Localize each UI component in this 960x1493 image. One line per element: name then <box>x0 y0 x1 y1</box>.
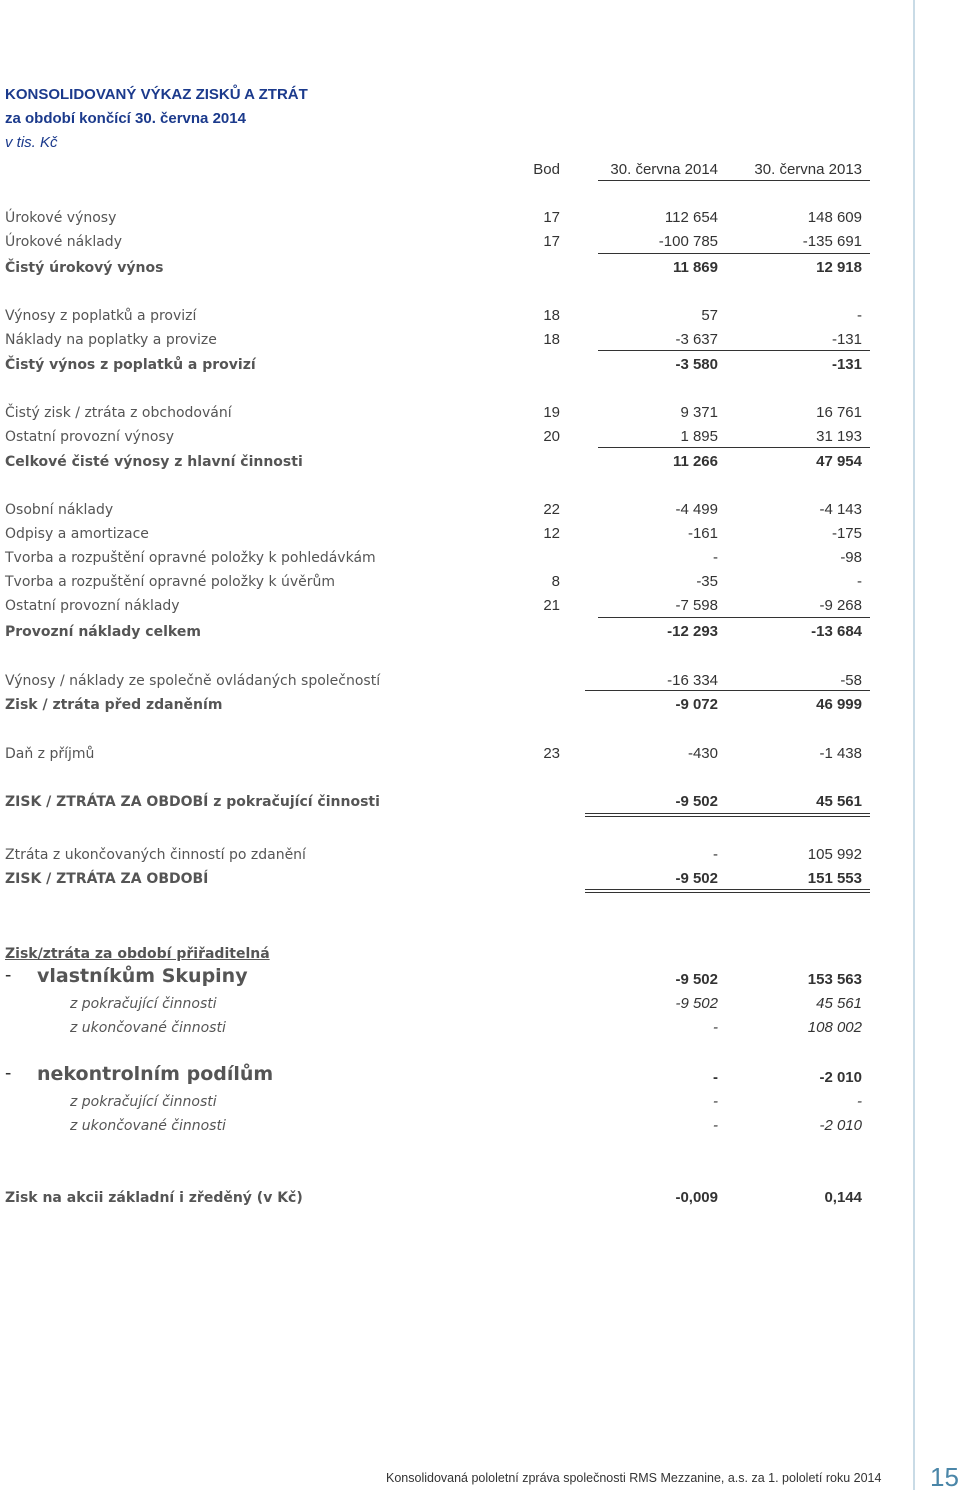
row-label: Výnosy / náklady ze společně ovládaných společností <box>5 673 381 689</box>
row-value-2013: 45 561 <box>816 793 862 810</box>
column-current-header: 30. června 2014 <box>610 161 718 178</box>
row-label: z ukončované činnosti <box>70 1020 226 1036</box>
row-value-2014: -16 334 <box>667 672 718 689</box>
subtotal-line <box>598 617 870 618</box>
row-value-2014: -4 499 <box>675 501 718 518</box>
row-value-2014: 1 895 <box>680 428 718 445</box>
row-label: z pokračující činnosti <box>70 1094 217 1110</box>
row-value-2013: -4 143 <box>819 501 862 518</box>
row-value-2014: -7 598 <box>675 597 718 614</box>
row-label: Čistý úrokový výnos <box>5 260 164 276</box>
list-dash: - <box>5 965 12 986</box>
table-row <box>0 548 910 568</box>
eps-label: Zisk na akcii základní i zředěný (v Kč) <box>5 1190 303 1206</box>
row-value-2013: 148 609 <box>807 209 862 226</box>
row-value-2013: 151 553 <box>807 870 862 887</box>
row-value-2014: - <box>713 1019 718 1036</box>
table-row <box>0 572 910 592</box>
row-label: Ztráta z ukončovaných činností po zdanění <box>5 847 306 863</box>
row-label: Výnosy z poplatků a provizí <box>5 308 197 324</box>
row-value-2013: -175 <box>831 525 862 542</box>
table-row <box>0 427 910 447</box>
eps-row <box>0 1188 910 1208</box>
subtotal-line <box>598 447 870 448</box>
row-label: Úrokové náklady <box>5 234 122 250</box>
total-double-line <box>585 816 870 817</box>
row-value-2014: - <box>713 1117 718 1134</box>
row-value-2014: -430 <box>687 745 718 762</box>
row-value-2014: - <box>713 846 718 863</box>
row-label: Celkové čisté výnosy z hlavní činnosti <box>5 454 303 470</box>
table-row <box>0 330 910 350</box>
table-row <box>0 744 910 764</box>
row-value-2014: -35 <box>696 573 718 590</box>
table-row-total <box>0 792 910 812</box>
row-value-2013: 31 193 <box>816 428 862 445</box>
total-double-line <box>585 813 870 814</box>
row-value-2014: -161 <box>687 525 718 542</box>
table-row <box>0 500 910 520</box>
row-value-2014: 57 <box>701 307 718 324</box>
row-note: 18 <box>543 307 560 324</box>
column-header-row <box>0 160 910 180</box>
row-label: z ukončované činnosti <box>70 1118 226 1134</box>
row-value-2014: -9 502 <box>675 870 718 887</box>
attribution-heading: Zisk/ztráta za období přiřaditelná <box>5 946 270 962</box>
nci-label: nekontrolním podílům <box>37 1063 274 1085</box>
row-value-2013: -135 691 <box>802 233 862 250</box>
row-value-2013: -13 684 <box>811 623 862 640</box>
row-label: ZISK / ZTRÁTA ZA OBDOBÍ z pokračující činnosti <box>5 794 380 810</box>
nci-continuing-row <box>0 1092 910 1112</box>
table-row <box>0 596 910 616</box>
row-value-2013: 12 918 <box>816 259 862 276</box>
row-note: 23 <box>543 745 560 762</box>
owners-continuing-row <box>0 994 910 1014</box>
list-dash: - <box>5 1063 12 1084</box>
row-note: 22 <box>543 501 560 518</box>
eps-value-2013: 0,144 <box>824 1189 862 1206</box>
row-note: 17 <box>543 233 560 250</box>
row-value-2013: -131 <box>831 331 862 348</box>
page-footer: Konsolidovaná pololetní zpráva společnosti RMS Mezzanine, a.s. za 1. pololetí roku 2014 <box>386 1471 882 1485</box>
table-row <box>0 845 910 865</box>
page-number: 15 <box>930 1462 959 1492</box>
subtotal-line <box>598 253 870 254</box>
row-label: Náklady na poplatky a provize <box>5 332 217 348</box>
row-value-2014: -3 637 <box>675 331 718 348</box>
row-value-2013: 105 992 <box>807 846 862 863</box>
row-value-2013: - <box>857 1093 862 1110</box>
row-note: 12 <box>543 525 560 542</box>
subtotal-line <box>598 350 870 351</box>
row-label: Čistý výnos z poplatků a provizí <box>5 357 256 373</box>
statement-title: KONSOLIDOVANÝ VÝKAZ ZISKŮ A ZTRÁT <box>5 86 308 103</box>
owners-value-2013: 153 563 <box>807 971 862 988</box>
row-label: Tvorba a rozpuštění opravné položky k úvěrům <box>5 574 336 590</box>
row-note: 8 <box>551 573 560 590</box>
row-label: Odpisy a amortizace <box>5 526 149 542</box>
row-value-2014: -9 502 <box>675 995 718 1012</box>
row-value-2013: -1 438 <box>819 745 862 762</box>
owners-discontinued-row <box>0 1018 910 1038</box>
row-label: Ostatní provozní výnosy <box>5 429 174 445</box>
table-row <box>0 306 910 326</box>
row-label: Ostatní provozní náklady <box>5 598 180 614</box>
table-row-total <box>0 869 910 889</box>
nci-value-2014: - <box>713 1069 718 1086</box>
row-note: 21 <box>543 597 560 614</box>
row-label: Zisk / ztráta před zdaněním <box>5 697 223 713</box>
table-row-subtotal <box>0 695 910 715</box>
row-value-2013: - <box>857 307 862 324</box>
row-value-2013: -9 268 <box>819 597 862 614</box>
row-value-2014: 9 371 <box>680 404 718 421</box>
attribution-owners-row <box>0 965 910 992</box>
subtotal-line <box>585 690 870 691</box>
row-note: 20 <box>543 428 560 445</box>
statement-unit: v tis. Kč <box>5 134 58 151</box>
row-label: z pokračující činnosti <box>70 996 217 1012</box>
table-row <box>0 232 910 252</box>
table-row-subtotal <box>0 452 910 472</box>
row-note: 18 <box>543 331 560 348</box>
attribution-heading-row <box>0 944 910 964</box>
table-row-subtotal <box>0 622 910 642</box>
owners-value-2014: -9 502 <box>675 971 718 988</box>
row-value-2014: -3 580 <box>675 356 718 373</box>
column-previous-header: 30. června 2013 <box>754 161 862 178</box>
row-value-2014: 112 654 <box>664 209 718 226</box>
row-value-2014: -100 785 <box>658 233 718 250</box>
row-value-2013: 16 761 <box>816 404 862 421</box>
total-double-line <box>585 889 870 890</box>
row-label: Daň z příjmů <box>5 746 95 762</box>
attribution-nci-row <box>0 1063 910 1090</box>
statement-period: za období končící 30. června 2014 <box>5 110 246 127</box>
row-value-2013: 108 002 <box>807 1019 862 1036</box>
row-value-2014: -9 072 <box>675 696 718 713</box>
row-value-2013: -98 <box>840 549 862 566</box>
eps-value-2014: -0,009 <box>675 1189 718 1206</box>
header-underline <box>598 180 870 181</box>
row-label: Osobní náklady <box>5 502 114 518</box>
table-row-subtotal <box>0 355 910 375</box>
row-value-2013: 46 999 <box>816 696 862 713</box>
row-label: ZISK / ZTRÁTA ZA OBDOBÍ <box>5 871 209 887</box>
row-value-2014: - <box>713 549 718 566</box>
nci-discontinued-row <box>0 1116 910 1136</box>
table-row <box>0 403 910 423</box>
row-note: 19 <box>543 404 560 421</box>
row-value-2014: -12 293 <box>667 623 718 640</box>
row-label: Provozní náklady celkem <box>5 624 201 640</box>
row-label: Tvorba a rozpuštění opravné položky k pohledávkám <box>5 550 376 566</box>
row-value-2013: - <box>857 573 862 590</box>
row-value-2014: 11 266 <box>672 453 718 470</box>
row-value-2013: 45 561 <box>816 995 862 1012</box>
row-value-2014: -9 502 <box>675 793 718 810</box>
row-label: Úrokové výnosy <box>5 210 117 226</box>
column-note-header: Bod <box>533 161 560 178</box>
row-value-2013: 47 954 <box>816 453 862 470</box>
owners-label: vlastníkům Skupiny <box>37 965 248 987</box>
row-label: Čistý zisk / ztráta z obchodování <box>5 405 232 421</box>
table-row <box>0 524 910 544</box>
row-value-2014: - <box>713 1093 718 1110</box>
row-value-2013: -2 010 <box>819 1117 862 1134</box>
table-row <box>0 671 910 691</box>
total-double-line <box>585 892 870 893</box>
row-value-2013: -131 <box>831 356 862 373</box>
row-value-2014: 11 869 <box>672 259 718 276</box>
table-row <box>0 208 910 228</box>
row-value-2013: -58 <box>840 672 862 689</box>
page-margin-line <box>913 0 915 1490</box>
table-row-subtotal <box>0 258 910 278</box>
nci-value-2013: -2 010 <box>819 1069 862 1086</box>
row-note: 17 <box>543 209 560 226</box>
